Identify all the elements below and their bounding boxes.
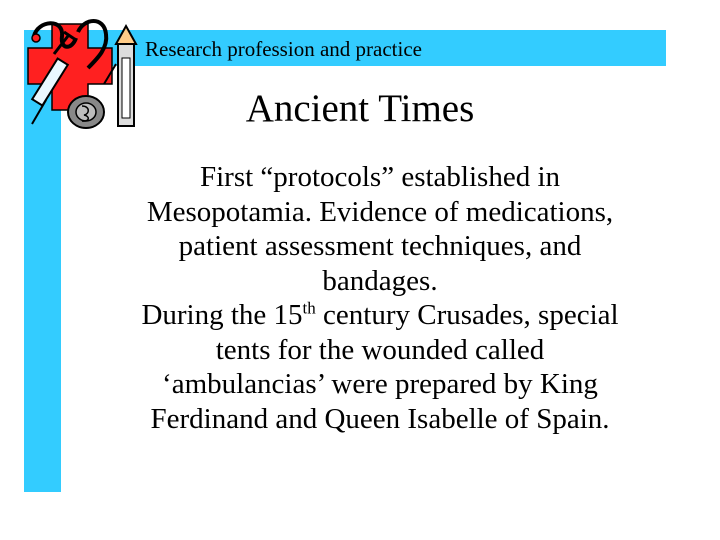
paragraph-crusades — [90, 298, 670, 436]
body-line-prefix: During the 15 — [141, 299, 303, 331]
slide-title: Ancient Times — [245, 87, 475, 130]
body-line: patient assessment techniques, and — [178, 230, 582, 262]
ordinal-superscript: th — [302, 298, 316, 318]
body-line: Mesopotamia. Evidence of medications, — [146, 195, 614, 228]
header-title: Research profession and practice — [145, 37, 422, 61]
body-line: Ferdinand and Queen Isabelle of Spain. — [150, 402, 610, 435]
body-line: First “protocols” established in — [199, 161, 561, 193]
body-line: tents for the wounded called — [215, 333, 545, 366]
paragraph-mesopotamia — [90, 160, 670, 298]
slide-body — [90, 160, 670, 436]
body-line: ‘ambulancias’ were prepared by King — [162, 368, 598, 400]
body-line: bandages. — [322, 264, 438, 297]
body-line-suffix: century Crusades, special — [315, 299, 619, 331]
